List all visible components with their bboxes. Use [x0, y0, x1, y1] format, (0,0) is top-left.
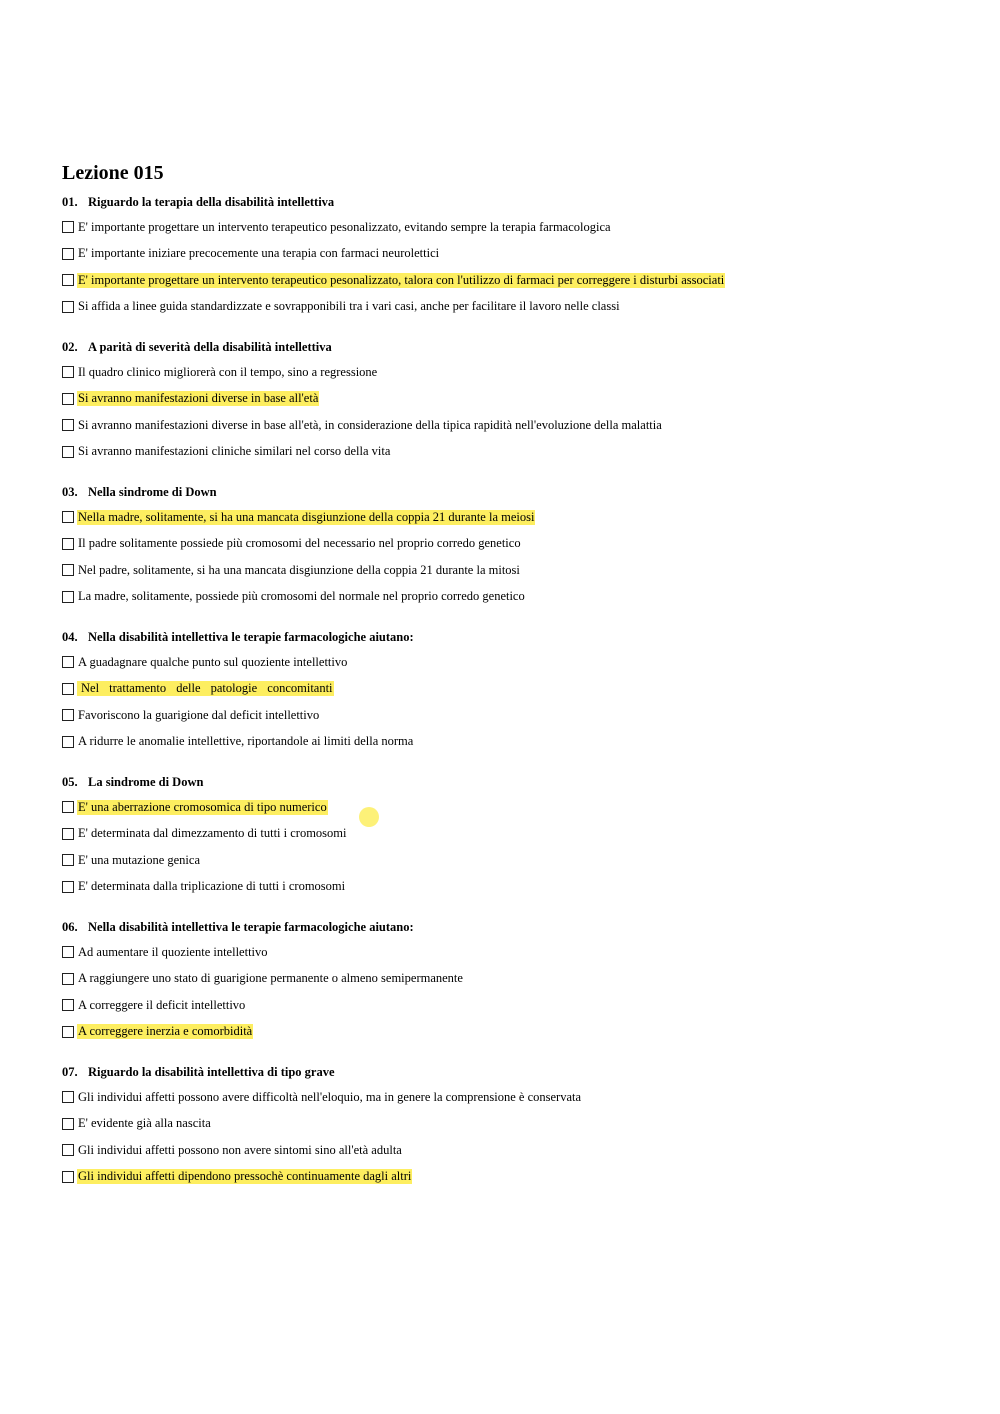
highlighter-mark: [359, 807, 379, 827]
question-number: 03.: [62, 485, 78, 499]
checkbox-icon[interactable]: [62, 709, 74, 721]
answer-text-highlighted: Si avranno manifestazioni diverse in base all'età: [78, 391, 319, 406]
answer-option[interactable]: [62, 821, 962, 848]
question-number: 06.: [62, 920, 78, 934]
checkbox-icon[interactable]: [62, 999, 74, 1011]
question-list: [62, 194, 962, 1190]
answer-text: E' importante iniziare precocemente una terapia con farmaci neurolettici: [78, 246, 440, 261]
checkbox-icon[interactable]: [62, 1171, 74, 1183]
answer-option[interactable]: [62, 531, 962, 558]
checkbox-icon[interactable]: [62, 946, 74, 958]
answer-text-highlighted: Nella madre, solitamente, si ha una mancata disgiunzione della coppia 21 durante la meiosi: [78, 509, 535, 524]
checkbox-icon[interactable]: [62, 419, 74, 431]
answer-option[interactable]: [62, 939, 962, 966]
answer-text: Gli individui affetti possono avere difficoltà nell'eloquio, ma in genere la comprensione è conservata: [78, 1089, 582, 1104]
answer-text: E' una mutazione genica: [78, 852, 200, 867]
question-text: Nella disabilità intellettiva le terapie farmacologiche aiutano:: [88, 920, 414, 934]
answer-text: Favoriscono la guarigione dal deficit intellettivo: [78, 707, 320, 722]
answer-option[interactable]: [62, 439, 962, 466]
question-number: 02.: [62, 340, 78, 354]
checkbox-icon[interactable]: [62, 973, 74, 985]
checkbox-icon[interactable]: [62, 248, 74, 260]
checkbox-icon[interactable]: [62, 656, 74, 668]
answer-text: E' evidente già alla nascita: [78, 1116, 211, 1131]
checkbox-icon[interactable]: [62, 1118, 74, 1130]
answer-text-highlighted: Nel trattamento delle patologie concomitanti: [77, 681, 334, 696]
answer-option[interactable]: [62, 294, 962, 321]
answer-text-highlighted: Gli individui affetti dipendono pressochè continuamente dagli altri: [78, 1169, 412, 1184]
question-1: [62, 194, 962, 320]
checkbox-icon[interactable]: [62, 274, 74, 286]
answer-text: Ad aumentare il quoziente intellettivo: [78, 944, 268, 959]
answer-option[interactable]: [62, 386, 962, 413]
answer-text: A correggere il deficit intellettivo: [78, 997, 246, 1012]
answer-option[interactable]: [62, 241, 962, 268]
answer-option[interactable]: [62, 584, 962, 611]
checkbox-icon[interactable]: [62, 221, 74, 233]
answer-text-highlighted: E' importante progettare un intervento terapeutico pesonalizzato, talora con l'utilizzo di farmaci per correggere i disturbi associati: [78, 272, 725, 287]
question-number: 01.: [62, 195, 78, 209]
answer-option[interactable]: [62, 702, 962, 729]
answer-option[interactable]: [62, 794, 962, 821]
question-5: [62, 774, 962, 900]
checkbox-icon[interactable]: [62, 446, 74, 458]
question-number: 04.: [62, 630, 78, 644]
checkbox-icon[interactable]: [62, 1026, 74, 1038]
answer-option[interactable]: [62, 359, 962, 386]
answer-option[interactable]: [62, 1137, 962, 1164]
answer-text: Si affida a linee guida standardizzate e sovrapponibili tra i vari casi, anche per facilitare il lavoro nelle classi: [78, 299, 620, 314]
quiz-document: [62, 160, 962, 1209]
checkbox-icon[interactable]: [62, 1091, 74, 1103]
checkbox-icon[interactable]: [62, 828, 74, 840]
answer-option[interactable]: [62, 557, 962, 584]
question-text: Riguardo la terapia della disabilità intellettiva: [88, 195, 335, 209]
question-title: [62, 339, 962, 355]
answer-text: E' determinata dal dimezzamento di tutti i cromosomi: [78, 826, 347, 841]
question-title: [62, 774, 962, 790]
answer-text-highlighted: A correggere inerzia e comorbidità: [78, 1024, 253, 1039]
answer-option[interactable]: [62, 649, 962, 676]
lesson-title: Lezione 015: [62, 162, 164, 184]
answer-text: Nel padre, solitamente, si ha una mancata disgiunzione della coppia 21 durante la mitosi: [78, 562, 520, 577]
checkbox-icon[interactable]: [62, 591, 74, 603]
question-number: 07.: [62, 1065, 78, 1079]
question-text: La sindrome di Down: [88, 775, 204, 789]
answer-text: Gli individui affetti possono non avere sintomi sino all'età adulta: [78, 1142, 402, 1157]
question-text: Riguardo la disabilità intellettiva di tipo grave: [88, 1065, 335, 1079]
answer-option[interactable]: [62, 214, 962, 241]
checkbox-icon[interactable]: [62, 564, 74, 576]
checkbox-icon[interactable]: [62, 881, 74, 893]
question-text: A parità di severità della disabilità intellettiva: [88, 340, 332, 354]
answer-text: Il padre solitamente possiede più cromosomi del necessario nel proprio corredo genetico: [78, 536, 521, 551]
answer-text: E' determinata dalla triplicazione di tutti i cromosomi: [78, 879, 346, 894]
answer-text-highlighted: E' una aberrazione cromosomica di tipo numerico: [78, 799, 327, 814]
question-title: [62, 194, 962, 210]
answer-option[interactable]: [62, 1164, 962, 1191]
answer-option[interactable]: [62, 676, 962, 703]
question-title: [62, 484, 962, 500]
question-title: [62, 919, 962, 935]
answer-option[interactable]: [62, 992, 962, 1019]
question-2: [62, 339, 962, 465]
answer-option[interactable]: [62, 412, 962, 439]
checkbox-icon[interactable]: [62, 683, 74, 695]
answer-text: Si avranno manifestazioni cliniche similari nel corso della vita: [78, 444, 391, 459]
question-6: [62, 919, 962, 1045]
answer-option[interactable]: [62, 1019, 962, 1046]
answer-option[interactable]: [62, 1111, 962, 1138]
answer-text: Si avranno manifestazioni diverse in base all'età, in considerazione della tipica rapidità nell'evoluzione della malattia: [78, 417, 662, 432]
answer-option[interactable]: [62, 1084, 962, 1111]
answer-option[interactable]: [62, 966, 962, 993]
answer-text: A ridurre le anomalie intellettive, riportandole ai limiti della norma: [78, 734, 414, 749]
checkbox-icon[interactable]: [62, 511, 74, 523]
answer-text: E' importante progettare un intervento terapeutico pesonalizzato, evitando sempre la terapia farmacologica: [78, 219, 611, 234]
question-title: [62, 629, 962, 645]
answer-option[interactable]: [62, 267, 962, 294]
question-title: [62, 1064, 962, 1080]
checkbox-icon[interactable]: [62, 366, 74, 378]
question-4: [62, 629, 962, 755]
answer-text: A raggiungere uno stato di guarigione permanente o almeno semipermanente: [78, 971, 463, 986]
question-7: [62, 1064, 962, 1190]
answer-text: Il quadro clinico migliorerà con il tempo, sino a regressione: [78, 364, 378, 379]
question-text: Nella sindrome di Down: [88, 485, 217, 499]
checkbox-icon[interactable]: [62, 1144, 74, 1156]
answer-option[interactable]: [62, 729, 962, 756]
question-3: [62, 484, 962, 610]
checkbox-icon[interactable]: [62, 736, 74, 748]
answer-option[interactable]: [62, 504, 962, 531]
checkbox-icon[interactable]: [62, 393, 74, 405]
answer-option[interactable]: [62, 847, 962, 874]
question-number: 05.: [62, 775, 78, 789]
answer-option[interactable]: [62, 874, 962, 901]
answer-text: La madre, solitamente, possiede più cromosomi del normale nel proprio corredo genetico: [78, 589, 525, 604]
question-text: Nella disabilità intellettiva le terapie farmacologiche aiutano:: [88, 630, 414, 644]
checkbox-icon[interactable]: [62, 801, 74, 813]
answer-text: A guadagnare qualche punto sul quoziente intellettivo: [78, 654, 348, 669]
checkbox-icon[interactable]: [62, 301, 74, 313]
checkbox-icon[interactable]: [62, 854, 74, 866]
checkbox-icon[interactable]: [62, 538, 74, 550]
